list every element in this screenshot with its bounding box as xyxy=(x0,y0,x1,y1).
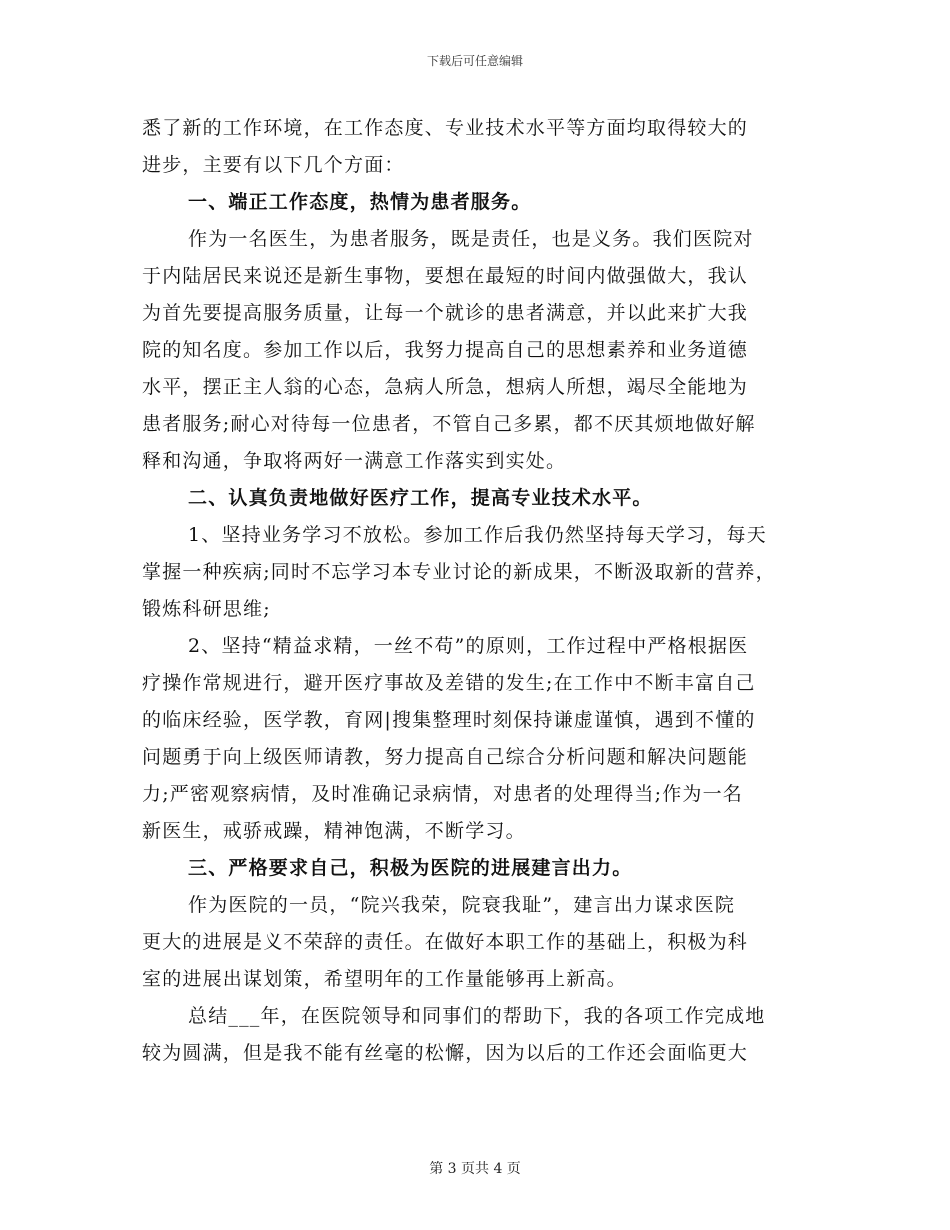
paragraph-line: 的临床经验，医学教，育网|搜集整理时刻保持谦虚谨慎，遇到不懂的 xyxy=(142,709,756,731)
paragraph-line: 更大的进展是义不荣辞的责任。在做好本职工作的基础上，积极为科 xyxy=(142,931,749,953)
paragraph-line: 1、坚持业务学习不放松。参加工作后我仍然坚持每天学习，每天 xyxy=(188,524,767,546)
paragraph-line: 疗操作常规进行，避开医疗事故及差错的发生;在工作中不断丰富自己 xyxy=(142,672,756,694)
paragraph-line: 为首先要提高服务质量，让每一个就诊的患者满意，并以此来扩大我 xyxy=(142,302,749,324)
paragraph-line: 掌握一种疾病;同时不忘学习本专业讨论的新成果，不断汲取新的营养， xyxy=(142,561,776,583)
paragraph-line: 院的知名度。参加工作以后，我努力提高自己的思想素养和业务道德 xyxy=(142,339,749,361)
paragraph-line: 室的进展出谋划策，希望明年的工作量能够再上新高。 xyxy=(142,968,627,990)
paragraph-line: 锻炼科研思维; xyxy=(142,598,271,620)
paragraph-line: 悉了新的工作环境，在工作态度、专业技术水平等方面均取得较大的 xyxy=(142,117,749,139)
paragraph-line: 于内陆居民来说还是新生事物，要想在最短的时间内做强做大，我认 xyxy=(142,265,749,287)
paragraph-line: 2、坚持“精益求精，一丝不苟”的原则，工作过程中严格根据医 xyxy=(188,635,749,657)
paragraph-line: 较为圆满，但是我不能有丝毫的松懈，因为以后的工作还会面临更大 xyxy=(142,1042,749,1064)
paragraph-line: 新医生，戒骄戒躁，精神饱满，不断学习。 xyxy=(142,820,526,842)
paragraph-line: 患者服务;耐心对待每一位患者，不管自己多累，都不厌其烦地做好解 xyxy=(142,413,756,435)
paragraph-line: 进步，主要有以下几个方面： xyxy=(142,154,405,176)
paragraph-line: 问题勇于向上级医师请教，努力提高自己综合分析问题和解决问题能 xyxy=(142,746,749,768)
page-number-footer: 第 3 页共 4 页 xyxy=(429,1161,521,1177)
paragraph-line: 释和沟通，争取将两好一满意工作落实到实处。 xyxy=(142,450,567,472)
page-header: 下载后可任意编辑 xyxy=(426,54,523,68)
paragraph-line: 力;严密观察病情，及时准确记录病情，对患者的处理得当;作为一名 xyxy=(142,783,744,805)
paragraph-line: 总结___年，在医院领导和同事们的帮助下，我的各项工作完成地 xyxy=(188,1005,766,1027)
document-body xyxy=(142,110,812,1072)
section-heading-2: 二、认真负责地做好医疗工作，提高专业技术水平。 xyxy=(188,487,653,509)
section-heading-1: 一、端正工作态度，热情为患者服务。 xyxy=(188,191,532,213)
paragraph-line: 作为医院的一员，“院兴我荣，院衰我耻”，建言出力谋求医院 xyxy=(188,894,736,916)
paragraph-line: 作为一名医生，为患者服务，既是责任，也是义务。我们医院对 xyxy=(188,228,754,250)
paragraph-line: 水平，摆正主人翁的心态，急病人所急，想病人所想，竭尽全能地为 xyxy=(142,376,749,398)
section-heading-3: 三、严格要求自己，积极为医院的进展建言出力。 xyxy=(188,857,633,879)
